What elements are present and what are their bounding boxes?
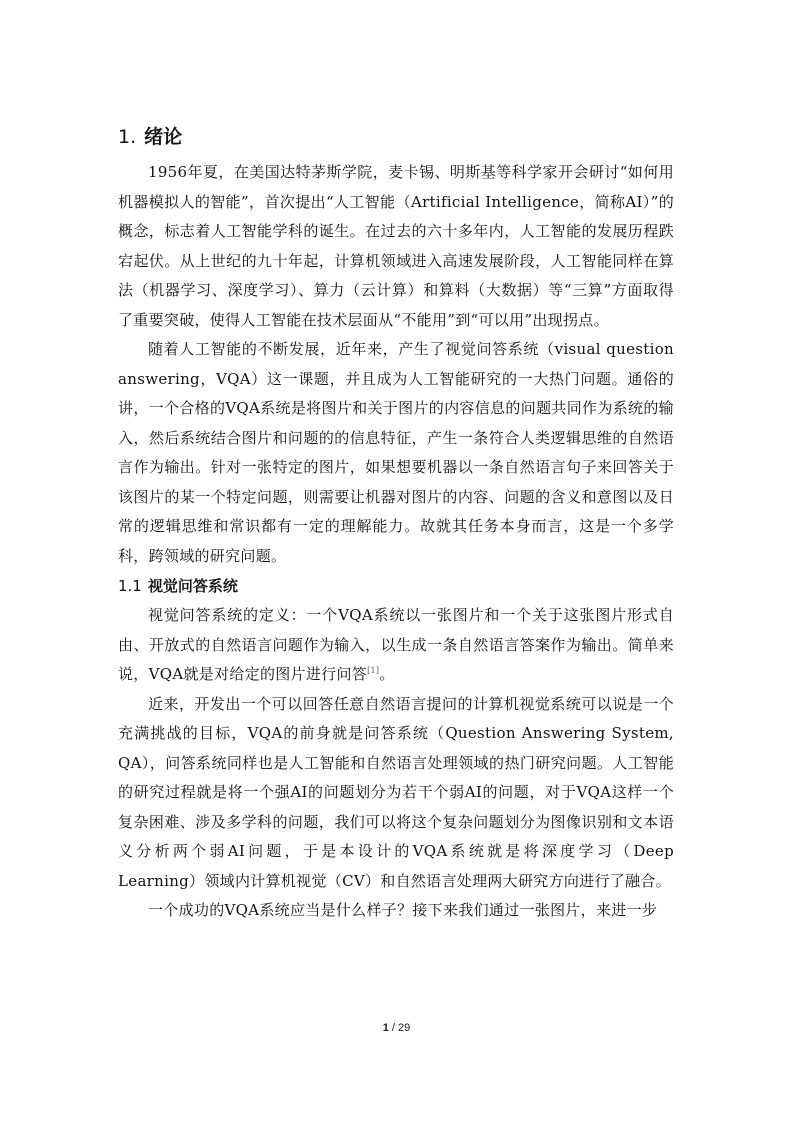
paragraph-next: 一个成功的VQA系统应当是什么样子？接下来我们通过一张图片，来进一步: [148, 901, 658, 919]
section-heading: [118, 122, 674, 152]
paragraph-definition: [118, 601, 674, 690]
paragraph-qa-history: 近来，开发出一个可以回答任意自然语言提问的计算机视觉系统可以说是一个充满挑战的目标，VQA的前身就是问答系统（Question Answering System, QA），问答系统同样也是人工智能和自然语言处理领域的热门研究问题。人工智能的研究过程就是将一个强AI的问题划分为若干个弱AI的问题，对于VQA这样一个复杂困难、涉及多学科的问题，我们可以将这个复杂问题划分为图像识别和文本语义分析两个弱AI问题，于是本设计的VQA系统就是将深度学习（Deep Learning）领域内计算机视觉（CV）和自然语言处理两大研究方向进行了融合。: [118, 694, 674, 890]
subsection-heading: [118, 571, 674, 601]
definition-text: 视觉问答系统的定义：一个VQA系统以一张图片和一个关于这张图片形式自由、开放式的自然语言问题作为输入，以生成一条自然语言答案作为输出。简单来说，VQA就是对给定的图片进行问答: [118, 606, 674, 683]
total-page-count: 29: [398, 1022, 411, 1034]
subsection-title: 视觉问答系统: [147, 577, 238, 595]
section-number: 1.: [118, 126, 137, 148]
page-separator: /: [388, 1022, 399, 1034]
definition-end: 。: [379, 665, 395, 683]
current-page-number: 1: [382, 1022, 389, 1034]
page-content: [118, 122, 674, 926]
section-title: 绪论: [144, 126, 183, 148]
paragraph-vqa-intro: 随着人工智能的不断发展，近年来，产生了视觉问答系统（visual question answering，VQA）这一课题，并且成为人工智能研究的一大热门问题。通俗的讲，一个合格的VQA系统是将图片和关于图片的内容信息的问题共同作为系统的输入，然后系统结合图片和问题的的信息特征，产生一条符合人类逻辑思维的自然语言作为输出。针对一张特定的图片，如果想要机器以一条自然语言句子来回答关于该图片的某一个特定问题，则需要让机器对图片的内容、问题的含义和意图以及日常的逻辑思维和常识都有一定的理解能力。故就其任务本身而言，这是一个多学科，跨领域的研究问题。: [118, 340, 674, 565]
citation-ref[interactable]: [1]: [367, 666, 380, 675]
page-number-footer: [0, 1022, 793, 1034]
paragraph-history: 1956年夏，在美国达特茅斯学院，麦卡锡、明斯基等科学家开会研讨“如何用机器模拟人的智能”，首次提出“人工智能（Artificial Intelligence，简称AI）”的概念，标志着人工智能学科的诞生。在过去的六十多年内，人工智能的发展历程跌宕起伏。从上世纪的九十年起，计算机领域进入高速发展阶段，人工智能同样在算法（机器学习、深度学习）、算力（云计算）和算料（大数据）等“三算”方面取得了重要突破，使得人工智能在技术层面从“不能用”到“可以用”出现拐点。: [118, 163, 674, 329]
subsection-number: 1.1: [118, 577, 142, 595]
